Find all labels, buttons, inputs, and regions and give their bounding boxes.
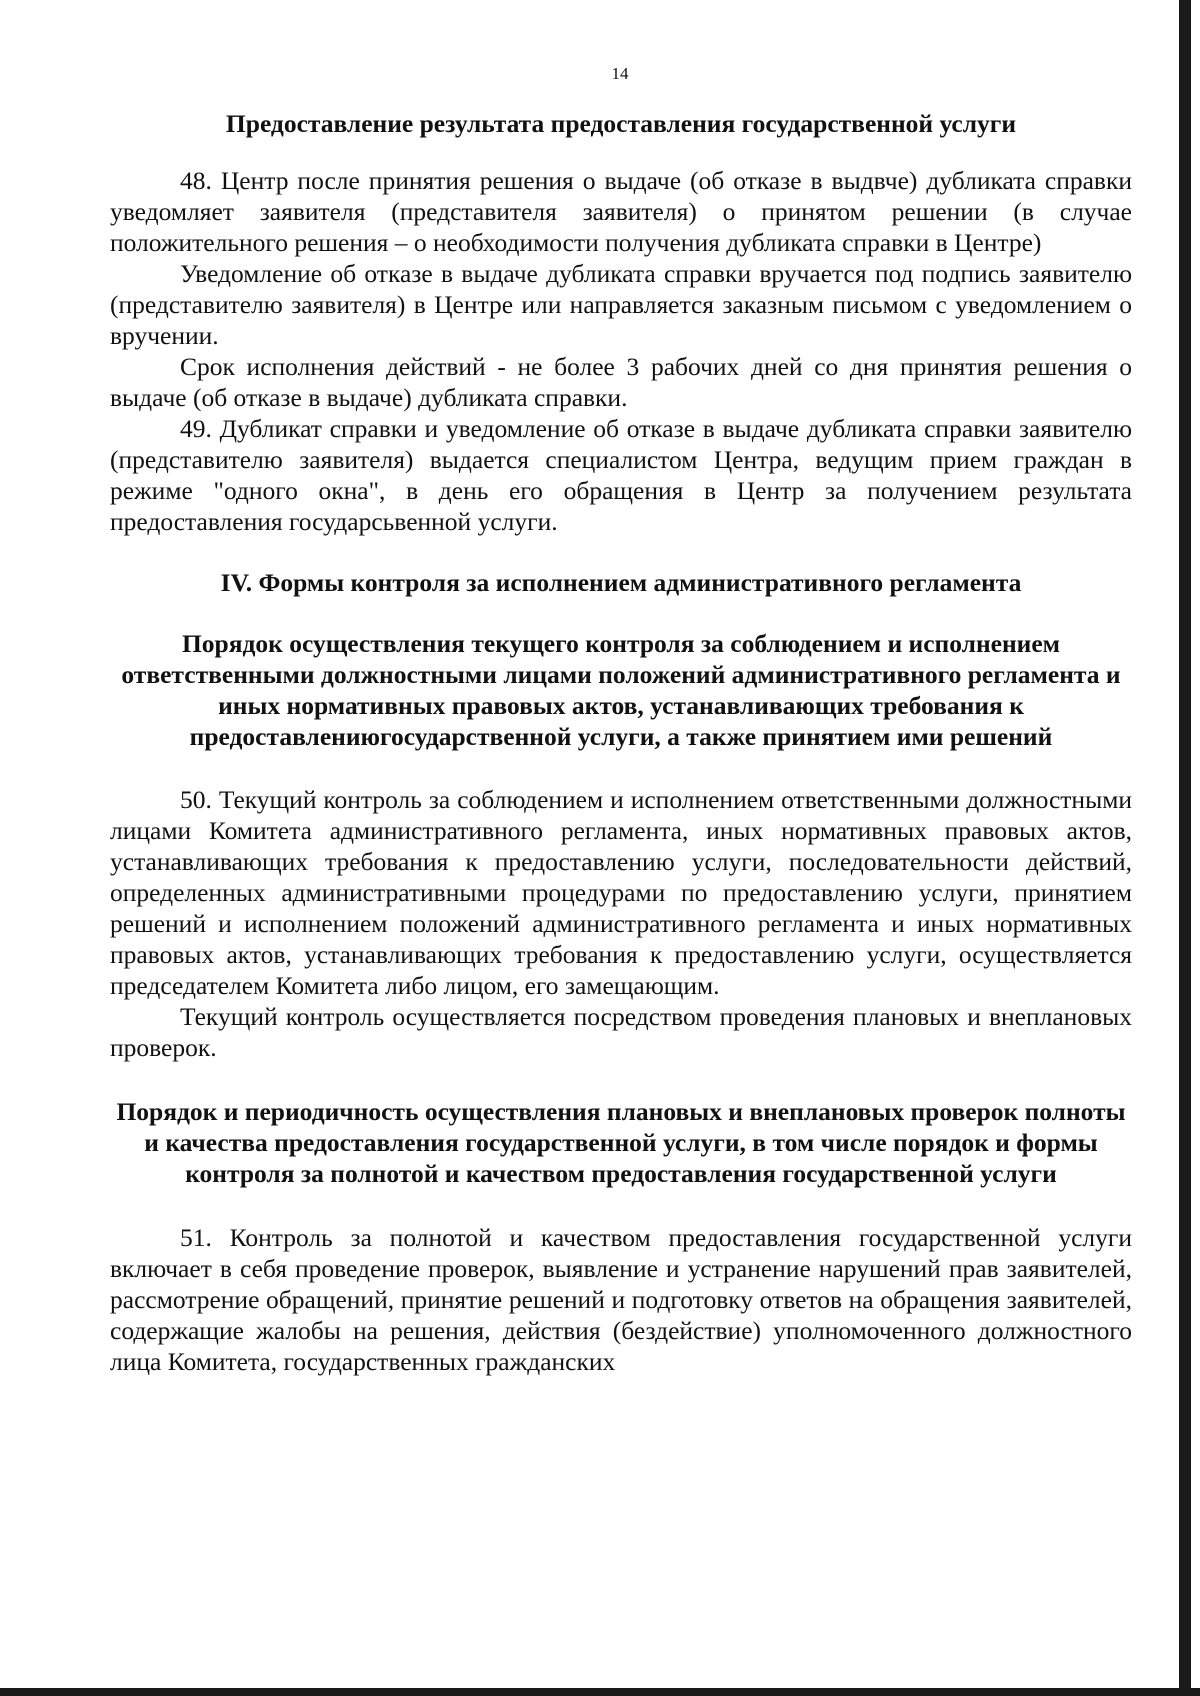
heading-section-iv: IV. Формы контроля за исполнением административного регламента — [220, 568, 1022, 597]
paragraph-49: 49. Дубликат справки и уведомление об отказе в выдаче дубликата справки заявителю (представителю заявителя) выдается специалистом Центра, ведущим прием граждан в режиме "одного окна", в день его обращения в Центр за получением результата предоставления государсьвенной услуги. — [110, 414, 1132, 536]
paragraph-48-term: Срок исполнения действий - не более 3 рабочих дней со дня принятия решения о выдаче (об отказе в выдаче) дубликата справки. — [110, 352, 1132, 412]
paragraph-51: 51. Контроль за полнотой и качеством предоставления государственной услуги включает в себя проведение проверок, выявление и устранение нарушений прав заявителей, рассмотрение обращений, принятие решений и подготовку ответов на обращения заявителей, содержащие жалобы на решения, действия (бездействие) уполномоченного должностного лица Комитета, государственных гражданских — [110, 1223, 1132, 1376]
paragraph-50: 50. Текущий контроль за соблюдением и исполнением ответственными должностными лицами Комитета административного регламента, иных нормативных правовых актов, устанавливающих требования к предоставлению услуги, последовательности действий, определенных административными процедурами по предоставлению услуги, принятием решений и исполнением положений административного регламента и иных нормативных правовых актов, устанавливающих требования к предоставлению услуги, осуществляется председателем Комитета либо лицом, его замещающим. — [110, 785, 1132, 1000]
heading-current-control: Порядок осуществления текущего контроля за соблюдением и исполнением ответственными должностными лицами положений административного регламента и иных нормативных правовых актов, устанавливающих требования к предоставлениюгосударственной услуги, а также принятием ими решений — [121, 629, 1121, 751]
scan-edge-right — [1179, 0, 1191, 1696]
paragraph-48: 48. Центр после принятия решения о выдаче (об отказе в выдвче) дубликата справки уведомляет заявителя (представителя заявителя) о принятом решении (в случае положительного решения – о необходимости получения дубликата справки в Центре) — [110, 166, 1132, 257]
heading-inspections: Порядок и периодичность осуществления плановых и внеплановых проверок полноты и качества предоставления государственной услуги, в том числе порядок и формы контроля за полнотой и качеством предоставления государственной услуги — [116, 1097, 1126, 1188]
heading-result: Предоставление результата предоставления государственной услуги — [225, 109, 1017, 138]
page-number: 14 — [611, 64, 629, 83]
document-body — [110, 108, 1132, 1377]
paragraph-48-notice: Уведомление об отказе в выдаче дубликата справки вручается под подпись заявителю (представителю заявителя) в Центре или направляется заказным письмом с уведомлением о вручении. — [110, 259, 1132, 350]
paragraph-50-types: Текущий контроль осуществляется посредством проведения плановых и внеплановых проверок. — [110, 1002, 1132, 1062]
scan-edge-bottom — [0, 1688, 1200, 1696]
